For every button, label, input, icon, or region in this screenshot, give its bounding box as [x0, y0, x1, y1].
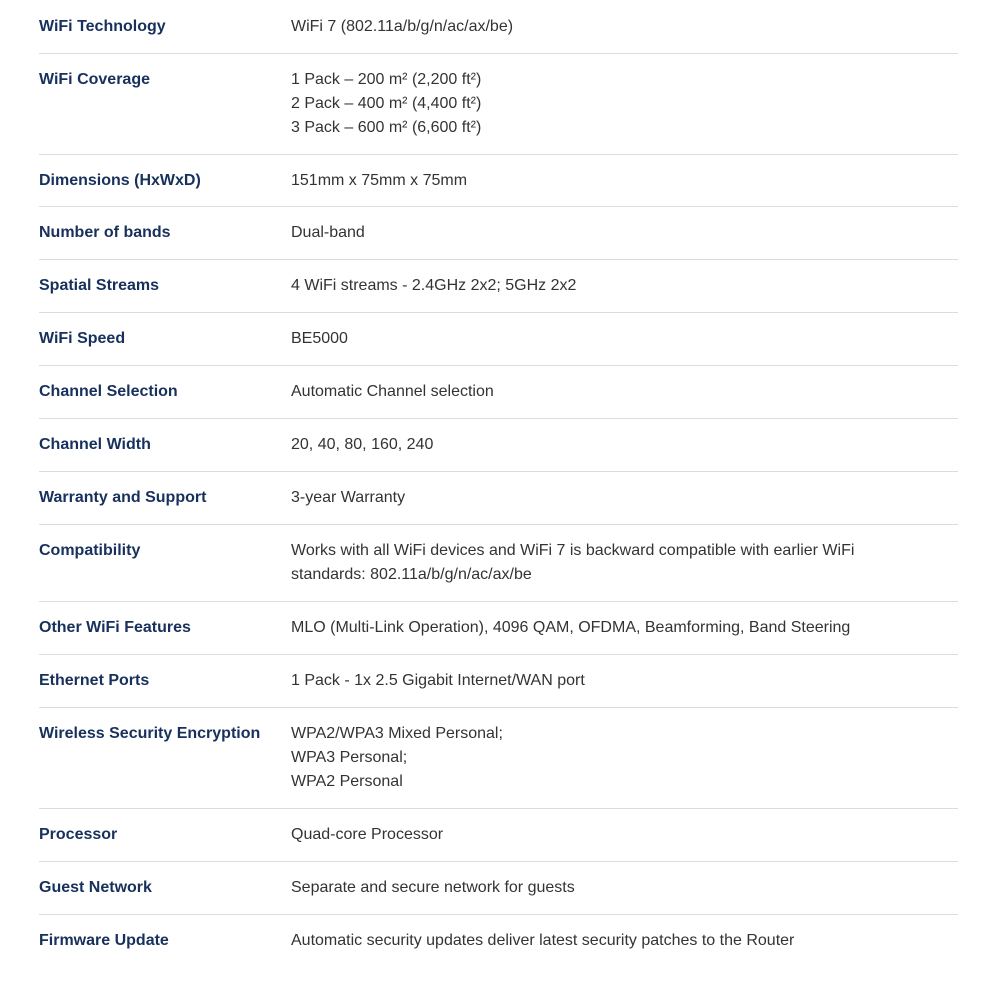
spec-label: Spatial Streams [39, 277, 160, 294]
spec-label: Ethernet Ports [39, 672, 150, 689]
spec-value-line: standards: 802.11a/b/g/n/ac/ax/be [291, 566, 532, 583]
spec-row-channel-selection [39, 366, 958, 419]
spec-table [39, 0, 958, 975]
spec-value [291, 472, 958, 524]
spec-label: Dimensions (HxWxD) [39, 172, 201, 189]
spec-row-dimensions [39, 155, 958, 207]
spec-row-spatial-streams [39, 260, 958, 313]
spec-value-line: WPA2 Personal [291, 773, 403, 790]
spec-row-ethernet-ports [39, 655, 958, 708]
spec-row-number-of-bands [39, 207, 958, 260]
spec-label: WiFi Speed [39, 330, 126, 347]
spec-value-line: 20, 40, 80, 160, 240 [291, 436, 434, 453]
spec-value-line: WiFi 7 (802.11a/b/g/n/ac/ax/be) [291, 18, 514, 35]
spec-label: WiFi Coverage [39, 71, 150, 88]
spec-row-guest-network [39, 862, 958, 915]
spec-row-channel-width [39, 419, 958, 472]
spec-label: Number of bands [39, 224, 171, 241]
spec-label: WiFi Technology [39, 18, 166, 35]
spec-row-processor [39, 809, 958, 862]
spec-label: Channel Width [39, 436, 151, 453]
spec-value [291, 809, 958, 861]
spec-value [291, 915, 958, 975]
spec-value [291, 419, 958, 471]
spec-value-line: Works with all WiFi devices and WiFi 7 is backward compatible with earlier WiFi [291, 542, 855, 559]
spec-value-line: Automatic Channel selection [291, 383, 494, 400]
spec-value [291, 708, 958, 808]
spec-value-line: 3-year Warranty [291, 489, 406, 506]
spec-value-line: Separate and secure network for guests [291, 879, 575, 896]
spec-row-wifi-technology [39, 0, 958, 54]
spec-row-firmware-update [39, 915, 958, 975]
spec-value-line: 4 WiFi streams - 2.4GHz 2x2; 5GHz 2x2 [291, 277, 577, 294]
spec-value [291, 155, 958, 206]
spec-value-line: 3 Pack – 600 m² (6,600 ft²) [291, 119, 482, 136]
spec-label: Firmware Update [39, 932, 169, 949]
spec-row-wifi-coverage [39, 54, 958, 155]
spec-label: Guest Network [39, 879, 152, 896]
spec-value [291, 366, 958, 418]
spec-label: Wireless Security Encryption [39, 725, 261, 742]
spec-label: Compatibility [39, 542, 141, 559]
spec-row-wireless-security [39, 708, 958, 809]
spec-value [291, 602, 958, 654]
spec-value [291, 0, 958, 53]
spec-label: Channel Selection [39, 383, 178, 400]
spec-label: Other WiFi Features [39, 619, 191, 636]
spec-row-compatibility [39, 525, 958, 602]
spec-row-other-wifi-features [39, 602, 958, 655]
spec-label: Processor [39, 826, 118, 843]
spec-value-line: 1 Pack - 1x 2.5 Gigabit Internet/WAN port [291, 672, 585, 689]
spec-value [291, 655, 958, 707]
spec-value-line: 2 Pack – 400 m² (4,400 ft²) [291, 95, 482, 112]
spec-row-warranty [39, 472, 958, 525]
spec-value [291, 207, 958, 259]
spec-value-line: BE5000 [291, 330, 348, 347]
spec-value [291, 260, 958, 312]
spec-value [291, 54, 958, 154]
spec-value-line: Automatic security updates deliver latest security patches to the Router [291, 932, 795, 949]
spec-value-line: MLO (Multi-Link Operation), 4096 QAM, OFDMA, Beamforming, Band Steering [291, 619, 851, 636]
spec-value-line: 151mm x 75mm x 75mm [291, 172, 468, 189]
spec-value [291, 862, 958, 914]
spec-value-line: Dual-band [291, 224, 365, 241]
spec-value-line: WPA3 Personal; [291, 749, 408, 766]
spec-value-line: Quad-core Processor [291, 826, 444, 843]
spec-value [291, 313, 958, 365]
spec-value-line: 1 Pack – 200 m² (2,200 ft²) [291, 71, 482, 88]
spec-row-wifi-speed [39, 313, 958, 366]
spec-value [291, 525, 958, 601]
spec-value-line: WPA2/WPA3 Mixed Personal; [291, 725, 503, 742]
spec-label: Warranty and Support [39, 489, 207, 506]
